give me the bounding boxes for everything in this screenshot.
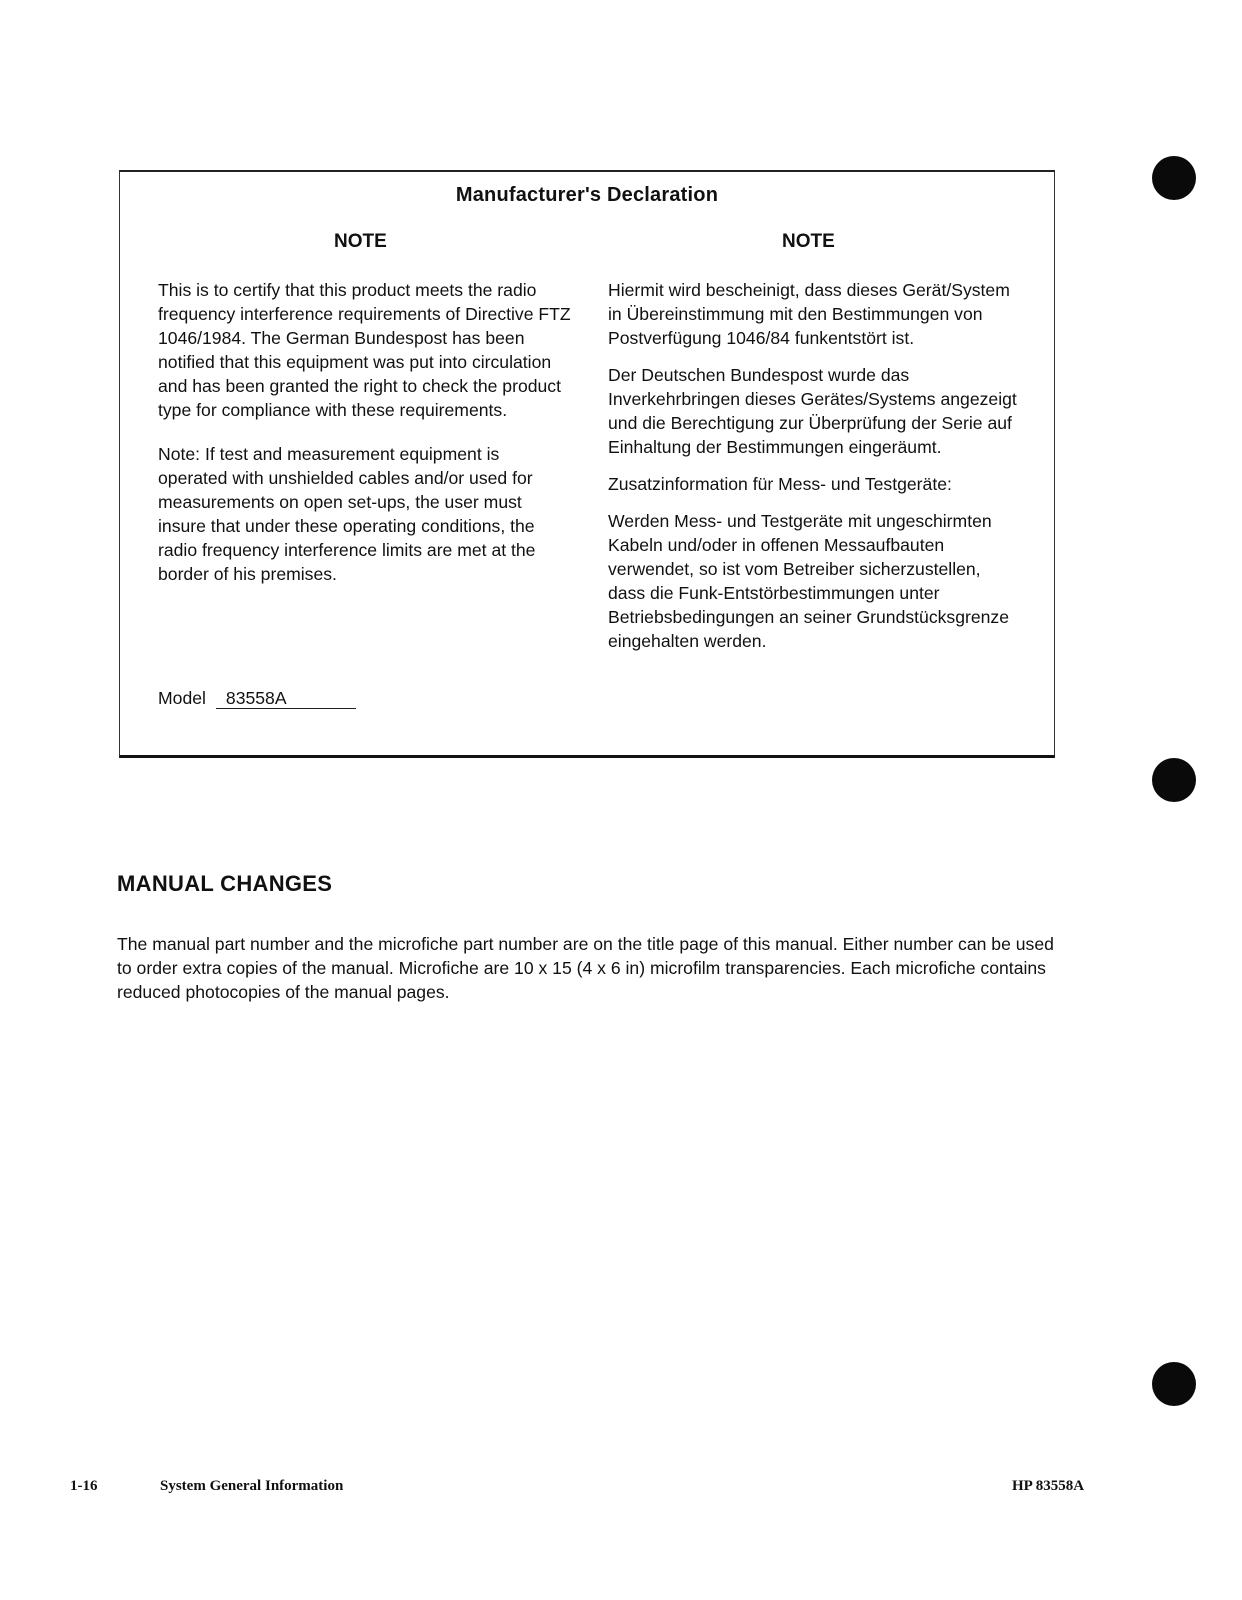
binder-hole-middle: [1152, 758, 1196, 802]
footer-section-title: System General Information: [160, 1478, 344, 1494]
footer-model: HP 83558A: [1012, 1478, 1085, 1494]
declaration-title: Manufacturer's Declaration: [455, 184, 719, 206]
english-certification-paragraph: This is to certify that this product meets the radio frequency interference requirements of Directive FTZ 1046/1984. The German Bundespost has been notified that this equipment was put into circulation and has been granted the right to check the product type for compliance with these requirements.: [158, 280, 571, 420]
german-column: [608, 278, 1022, 653]
binder-hole-top: [1152, 156, 1196, 200]
model-label: Model: [158, 688, 206, 708]
model-value: 83558A: [216, 688, 356, 709]
english-note-paragraph: Note: If test and measurement equipment is operated with unshielded cables and/or used for measurements on open set-ups, the user must insure that under these operating conditions, the radio frequency interference limits are met at the border of his premises.: [158, 444, 536, 584]
note-heading-german: NOTE: [782, 231, 835, 252]
manufacturers-declaration-box: [119, 170, 1055, 758]
german-additional-info-heading: Zusatzinformation für Mess- und Testgeräte:: [608, 474, 952, 494]
german-test-equipment-paragraph: Werden Mess- und Testgeräte mit ungeschirmten Kabeln und/oder in offenen Messaufbauten verwendet, so ist vom Betreiber sicherzustellen, dass die Funk-Entstörbestimmungen unter Betriebsbedingungen an seiner Grundstücksgrenze eingehalten werden.: [608, 511, 1010, 651]
german-bundespost-paragraph: Der Deutschen Bundespost wurde das Inverkehrbringen dieses Gerätes/Systems angezeigt und die Berechtigung zur Überprüfung der Serie auf Einhaltung der Bestimmungen eingeräumt.: [608, 365, 1017, 457]
manual-changes-heading: MANUAL CHANGES: [117, 871, 333, 896]
footer-page-number: 1-16: [70, 1478, 98, 1494]
manual-changes-body: The manual part number and the microfiche part number are on the title page of this manual. Either number can be used to order extra copies of the manual. Microfiche are 10 x 15 (4 x 6 in) microfilm transparencies. Each microfiche contains reduced photocopies of the manual pages.: [117, 934, 1054, 1002]
binder-hole-bottom: [1152, 1362, 1196, 1406]
english-column: [158, 278, 572, 586]
note-heading-english: NOTE: [334, 231, 387, 252]
german-certification-paragraph: Hiermit wird bescheinigt, dass dieses Gerät/System in Übereinstimmung mit den Bestimmungen von Postverfügung 1046/84 funkentstört ist.: [608, 280, 1010, 348]
model-line: [158, 688, 356, 709]
